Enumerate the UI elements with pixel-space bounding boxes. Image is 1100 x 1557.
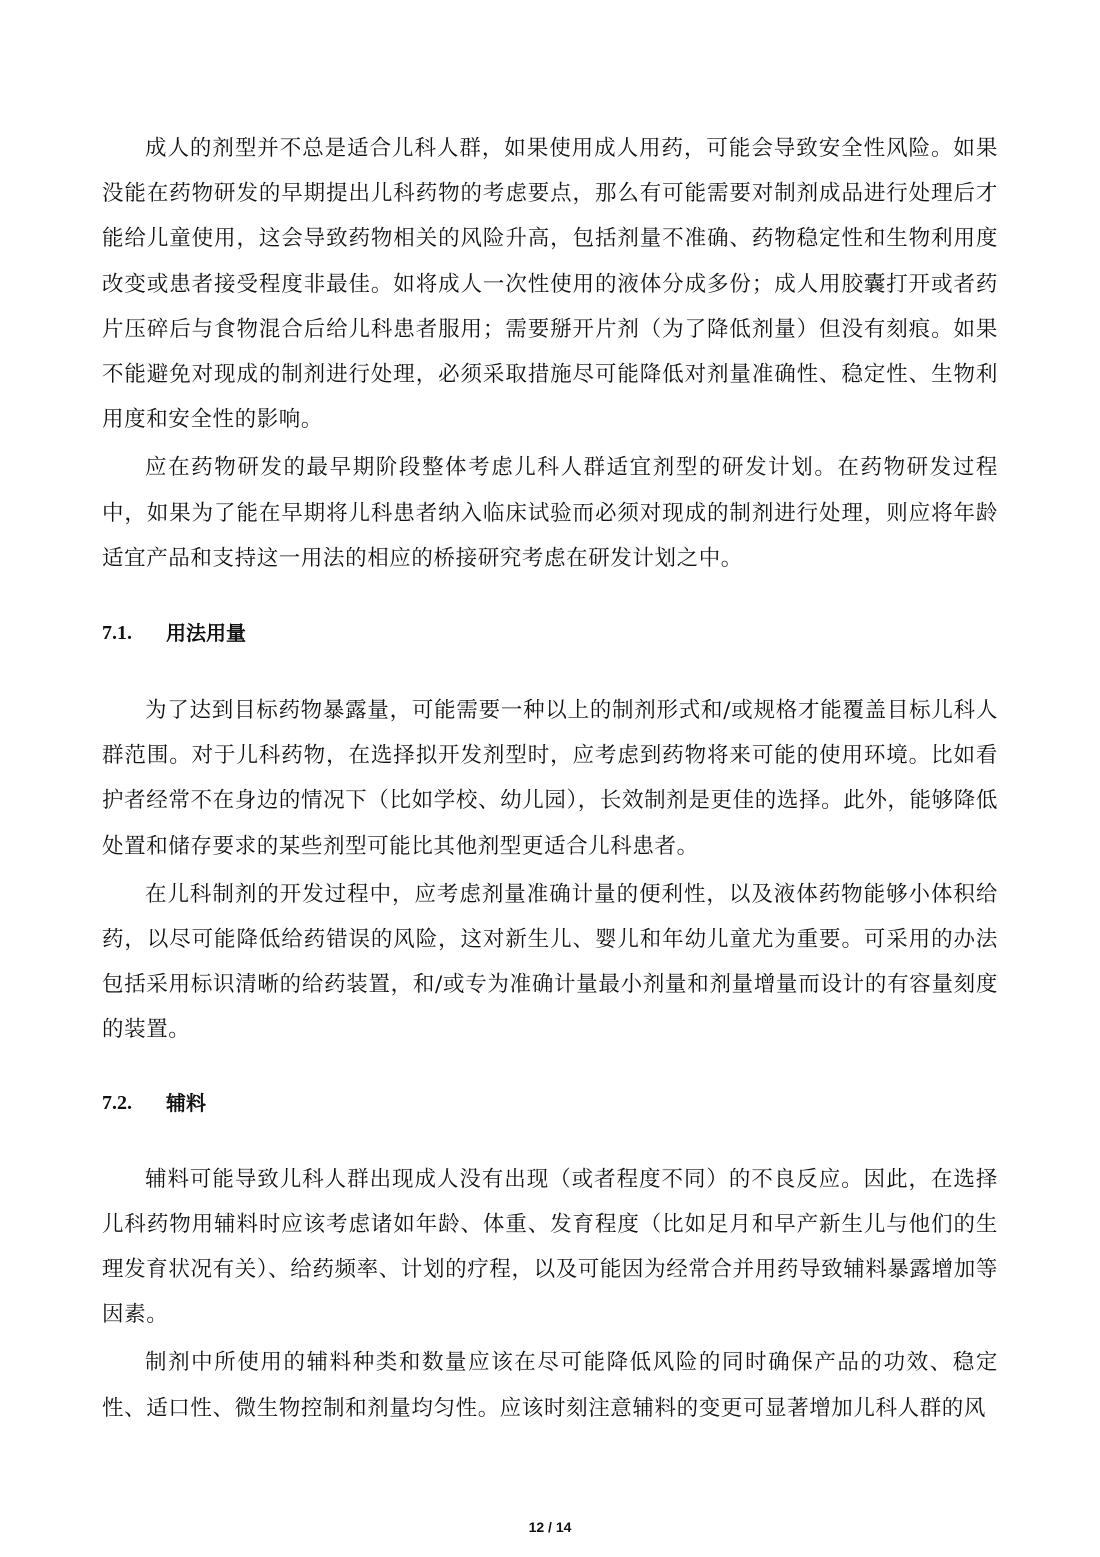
- page-number: 12 / 14: [528, 1519, 572, 1535]
- page-content: [102, 126, 998, 1431]
- section-number: 7.2.: [102, 1091, 132, 1114]
- section-7-1-paragraph-2: 在儿科制剂的开发过程中，应考虑剂量准确计量的便利性，以及液体药物能够小体积给药，以尽可能降低给药错误的风险，这对新生儿、婴儿和年幼儿童尤为重要。可采用的办法包括采用标识清晰的给药装置，和/或专为准确计量最小剂量和剂量增量而设计的有容量刻度的装置。: [102, 881, 998, 1043]
- section-7-1-paragraph-1: 为了达到目标药物暴露量，可能需要一种以上的制剂形式和/或规格才能覆盖目标儿科人群范围。对于儿科药物，在选择拟开发剂型时，应考虑到药物将来可能的使用环境。比如看护者经常不在身边的情况下（比如学校、幼儿园），长效制剂是更佳的选择。此外，能够降低处置和储存要求的某些剂型可能比其他剂型更适合儿科患者。: [102, 698, 998, 859]
- intro-paragraph-1: 成人的剂型并不总是适合儿科人群，如果使用成人用药，可能会导致安全性风险。如果没能在药物研发的早期提出儿科药物的考虑要点，那么有可能需要对制剂成品进行处理后才能给儿童使用，这会导致药物相关的风险升高，包括剂量不准确、药物稳定性和生物利用度改变或患者接受程度非最佳。如将成人一次性使用的液体分成多份；成人用胶囊打开或者药片压碎后与食物混合后给儿科患者服用；需要掰开片剂（为了降低剂量）但没有刻痕。如果不能避免对现成的制剂进行处理，必须采取措施尽可能降低对剂量准确性、稳定性、生物利用度和安全性的影响。: [102, 136, 998, 433]
- intro-paragraph-2: 应在药物研发的最早期阶段整体考虑儿科人群适宜剂型的研发计划。在药物研发过程中，如果为了能在早期将儿科患者纳入临床试验而必须对现成的制剂进行处理，则应将年龄适宜产品和支持这一用法的相应的桥接研究考虑在研发计划之中。: [102, 455, 998, 571]
- section-title: 用法用量: [166, 621, 246, 646]
- section-7-2-paragraph-1: 辅料可能导致儿科人群出现成人没有出现（或者程度不同）的不良反应。因此，在选择儿科药物用辅料时应该考虑诸如年龄、体重、发育程度（比如足月和早产新生儿与他们的生理发育状况有关）、给药频率、计划的疗程，以及可能因为经常合并用药导致辅料暴露增加等因素。: [102, 1166, 998, 1328]
- section-heading-7-2: [102, 1081, 998, 1126]
- section-title: 辅料: [166, 1090, 206, 1115]
- section-number: 7.1.: [102, 622, 132, 645]
- section-heading-7-1: [102, 611, 998, 656]
- section-7-2-paragraph-2: 制剂中所使用的辅料种类和数量应该在尽可能降低风险的同时确保产品的功效、稳定性、适口性、微生物控制和剂量均匀性。应该时刻注意辅料的变更可显著增加儿科人群的风: [102, 1350, 998, 1421]
